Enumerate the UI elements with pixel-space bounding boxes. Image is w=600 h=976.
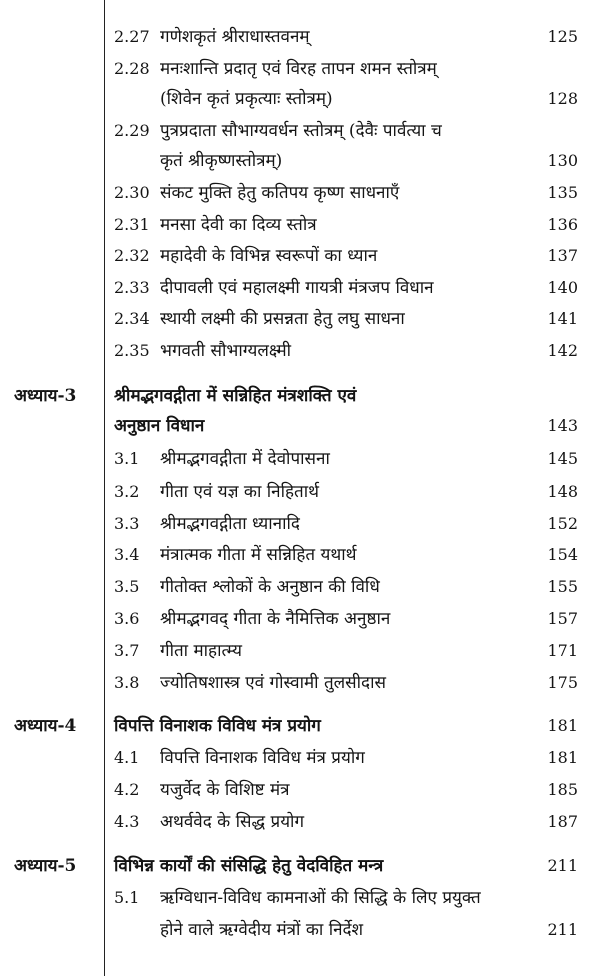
entry-title: श्रीमद्भगवद् गीता के नैमित्तिक अनुष्ठान <box>160 609 391 629</box>
entry-page: 187 <box>547 812 578 831</box>
left-margin-rule <box>104 0 105 976</box>
entry-title: श्रीमद्भगवद्गीता ध्यानादि <box>160 514 300 534</box>
entry-title: स्थायी लक्ष्मी की प्रसन्नता हेतु लघु साधना <box>160 309 405 329</box>
entry-number: 5.1 <box>114 888 140 907</box>
entry-page: 136 <box>547 215 578 234</box>
entry-number: 2.32 <box>114 246 150 265</box>
entry-number: 2.27 <box>114 27 150 46</box>
entry-title: दीपावली एवं महालक्ष्मी गायत्री मंत्रजप विधान <box>160 278 434 298</box>
entry-page: 137 <box>547 246 578 265</box>
entry-page: 157 <box>547 609 578 628</box>
entry-page: 128 <box>547 89 578 108</box>
entry-page: 175 <box>547 673 578 692</box>
entry-page: 152 <box>547 514 578 533</box>
chapter-title: विभिन्न कार्यों की संसिद्धि हेतु वेदविहित मन्त्र <box>114 856 384 876</box>
entry-title-cont: (शिवेन कृतं प्रकृत्याः स्तोत्रम्) <box>160 89 333 109</box>
entry-page: 185 <box>547 780 578 799</box>
chapter-label: अध्याय-5 <box>14 856 77 876</box>
entry-title: ज्योतिषशास्त्र एवं गोस्वामी तुलसीदास <box>160 673 386 693</box>
entry-title: अथर्ववेद के सिद्ध प्रयोग <box>160 812 305 832</box>
entry-title: यजुर्वेद के विशिष्ट मंत्र <box>160 780 290 800</box>
chapter-page: 143 <box>547 416 578 435</box>
entry-page: 154 <box>547 545 578 564</box>
entry-title: मनःशान्ति प्रदातृ एवं विरह तापन शमन स्तोत्रम् <box>160 59 437 79</box>
entry-title: श्रीमद्भगवद्गीता में देवोपासना <box>160 449 330 469</box>
entry-page: 130 <box>547 151 578 170</box>
entry-page: 142 <box>547 341 578 360</box>
entry-number: 2.34 <box>114 309 150 328</box>
entry-number: 4.2 <box>114 780 140 799</box>
entry-title: पुत्रप्रदाता सौभाग्यवर्धन स्तोत्रम् (देवैः पार्वत्या च <box>160 121 442 141</box>
entry-page: 141 <box>547 309 578 328</box>
chapter-page: 181 <box>547 716 578 735</box>
entry-number: 3.2 <box>114 482 140 501</box>
entry-title: महादेवी के विभिन्न स्वरूपों का ध्यान <box>160 246 378 266</box>
entry-number: 3.3 <box>114 514 140 533</box>
chapter-title: विपत्ति विनाशक विविध मंत्र प्रयोग <box>114 716 321 736</box>
entry-page: 145 <box>547 449 578 468</box>
entry-title: गीतोक्त श्लोकों के अनुष्ठान की विधि <box>160 577 380 597</box>
entry-title-cont: होने वाले ऋग्वेदीय मंत्रों का निर्देश <box>160 920 364 940</box>
entry-page: 181 <box>547 748 578 767</box>
chapter-title-cont: अनुष्ठान विधान <box>114 416 205 436</box>
entry-number: 3.7 <box>114 641 140 660</box>
entry-number: 2.28 <box>114 59 150 78</box>
entry-title-cont: कृतं श्रीकृष्णस्तोत्रम्) <box>160 151 283 171</box>
chapter-label: अध्याय-4 <box>14 716 77 736</box>
entry-number: 2.31 <box>114 215 150 234</box>
entry-title: मंत्रात्मक गीता में सन्निहित यथार्थ <box>160 545 357 565</box>
chapter-label: अध्याय-3 <box>14 386 77 406</box>
entry-title: गीता एवं यज्ञ का निहितार्थ <box>160 482 319 502</box>
chapter-page: 211 <box>547 856 578 875</box>
entry-title: गणेशकृतं श्रीराधास्तवनम् <box>160 27 310 47</box>
entry-number: 4.3 <box>114 812 140 831</box>
entry-number: 3.6 <box>114 609 140 628</box>
entry-page: 155 <box>547 577 578 596</box>
entry-page: 135 <box>547 183 578 202</box>
entry-number: 3.1 <box>114 449 140 468</box>
entry-number: 2.30 <box>114 183 150 202</box>
entry-title: विपत्ति विनाशक विविध मंत्र प्रयोग <box>160 748 365 768</box>
entry-number: 2.35 <box>114 341 150 360</box>
entry-title: ऋग्विधान-विविध कामनाओं की सिद्धि के लिए प्रयुक्त <box>160 888 481 908</box>
entry-page: 171 <box>547 641 578 660</box>
entry-number: 2.33 <box>114 278 150 297</box>
entry-title: मनसा देवी का दिव्य स्तोत्र <box>160 215 317 235</box>
entry-title: गीता माहात्म्य <box>160 641 242 661</box>
chapter-title: श्रीमद्भगवद्गीता में सन्निहित मंत्रशक्ति एवं <box>114 386 357 406</box>
entry-number: 3.8 <box>114 673 140 692</box>
entry-page: 140 <box>547 278 578 297</box>
entry-page: 211 <box>547 920 578 939</box>
entry-number: 4.1 <box>114 748 140 767</box>
entry-number: 2.29 <box>114 121 150 140</box>
entry-page: 125 <box>547 27 578 46</box>
entry-title: भगवती सौभाग्यलक्ष्मी <box>160 341 292 361</box>
entry-title: संकट मुक्ति हेतु कतिपय कृष्ण साधनाएँ <box>160 183 400 203</box>
entry-number: 3.4 <box>114 545 140 564</box>
entry-page: 148 <box>547 482 578 501</box>
entry-number: 3.5 <box>114 577 140 596</box>
